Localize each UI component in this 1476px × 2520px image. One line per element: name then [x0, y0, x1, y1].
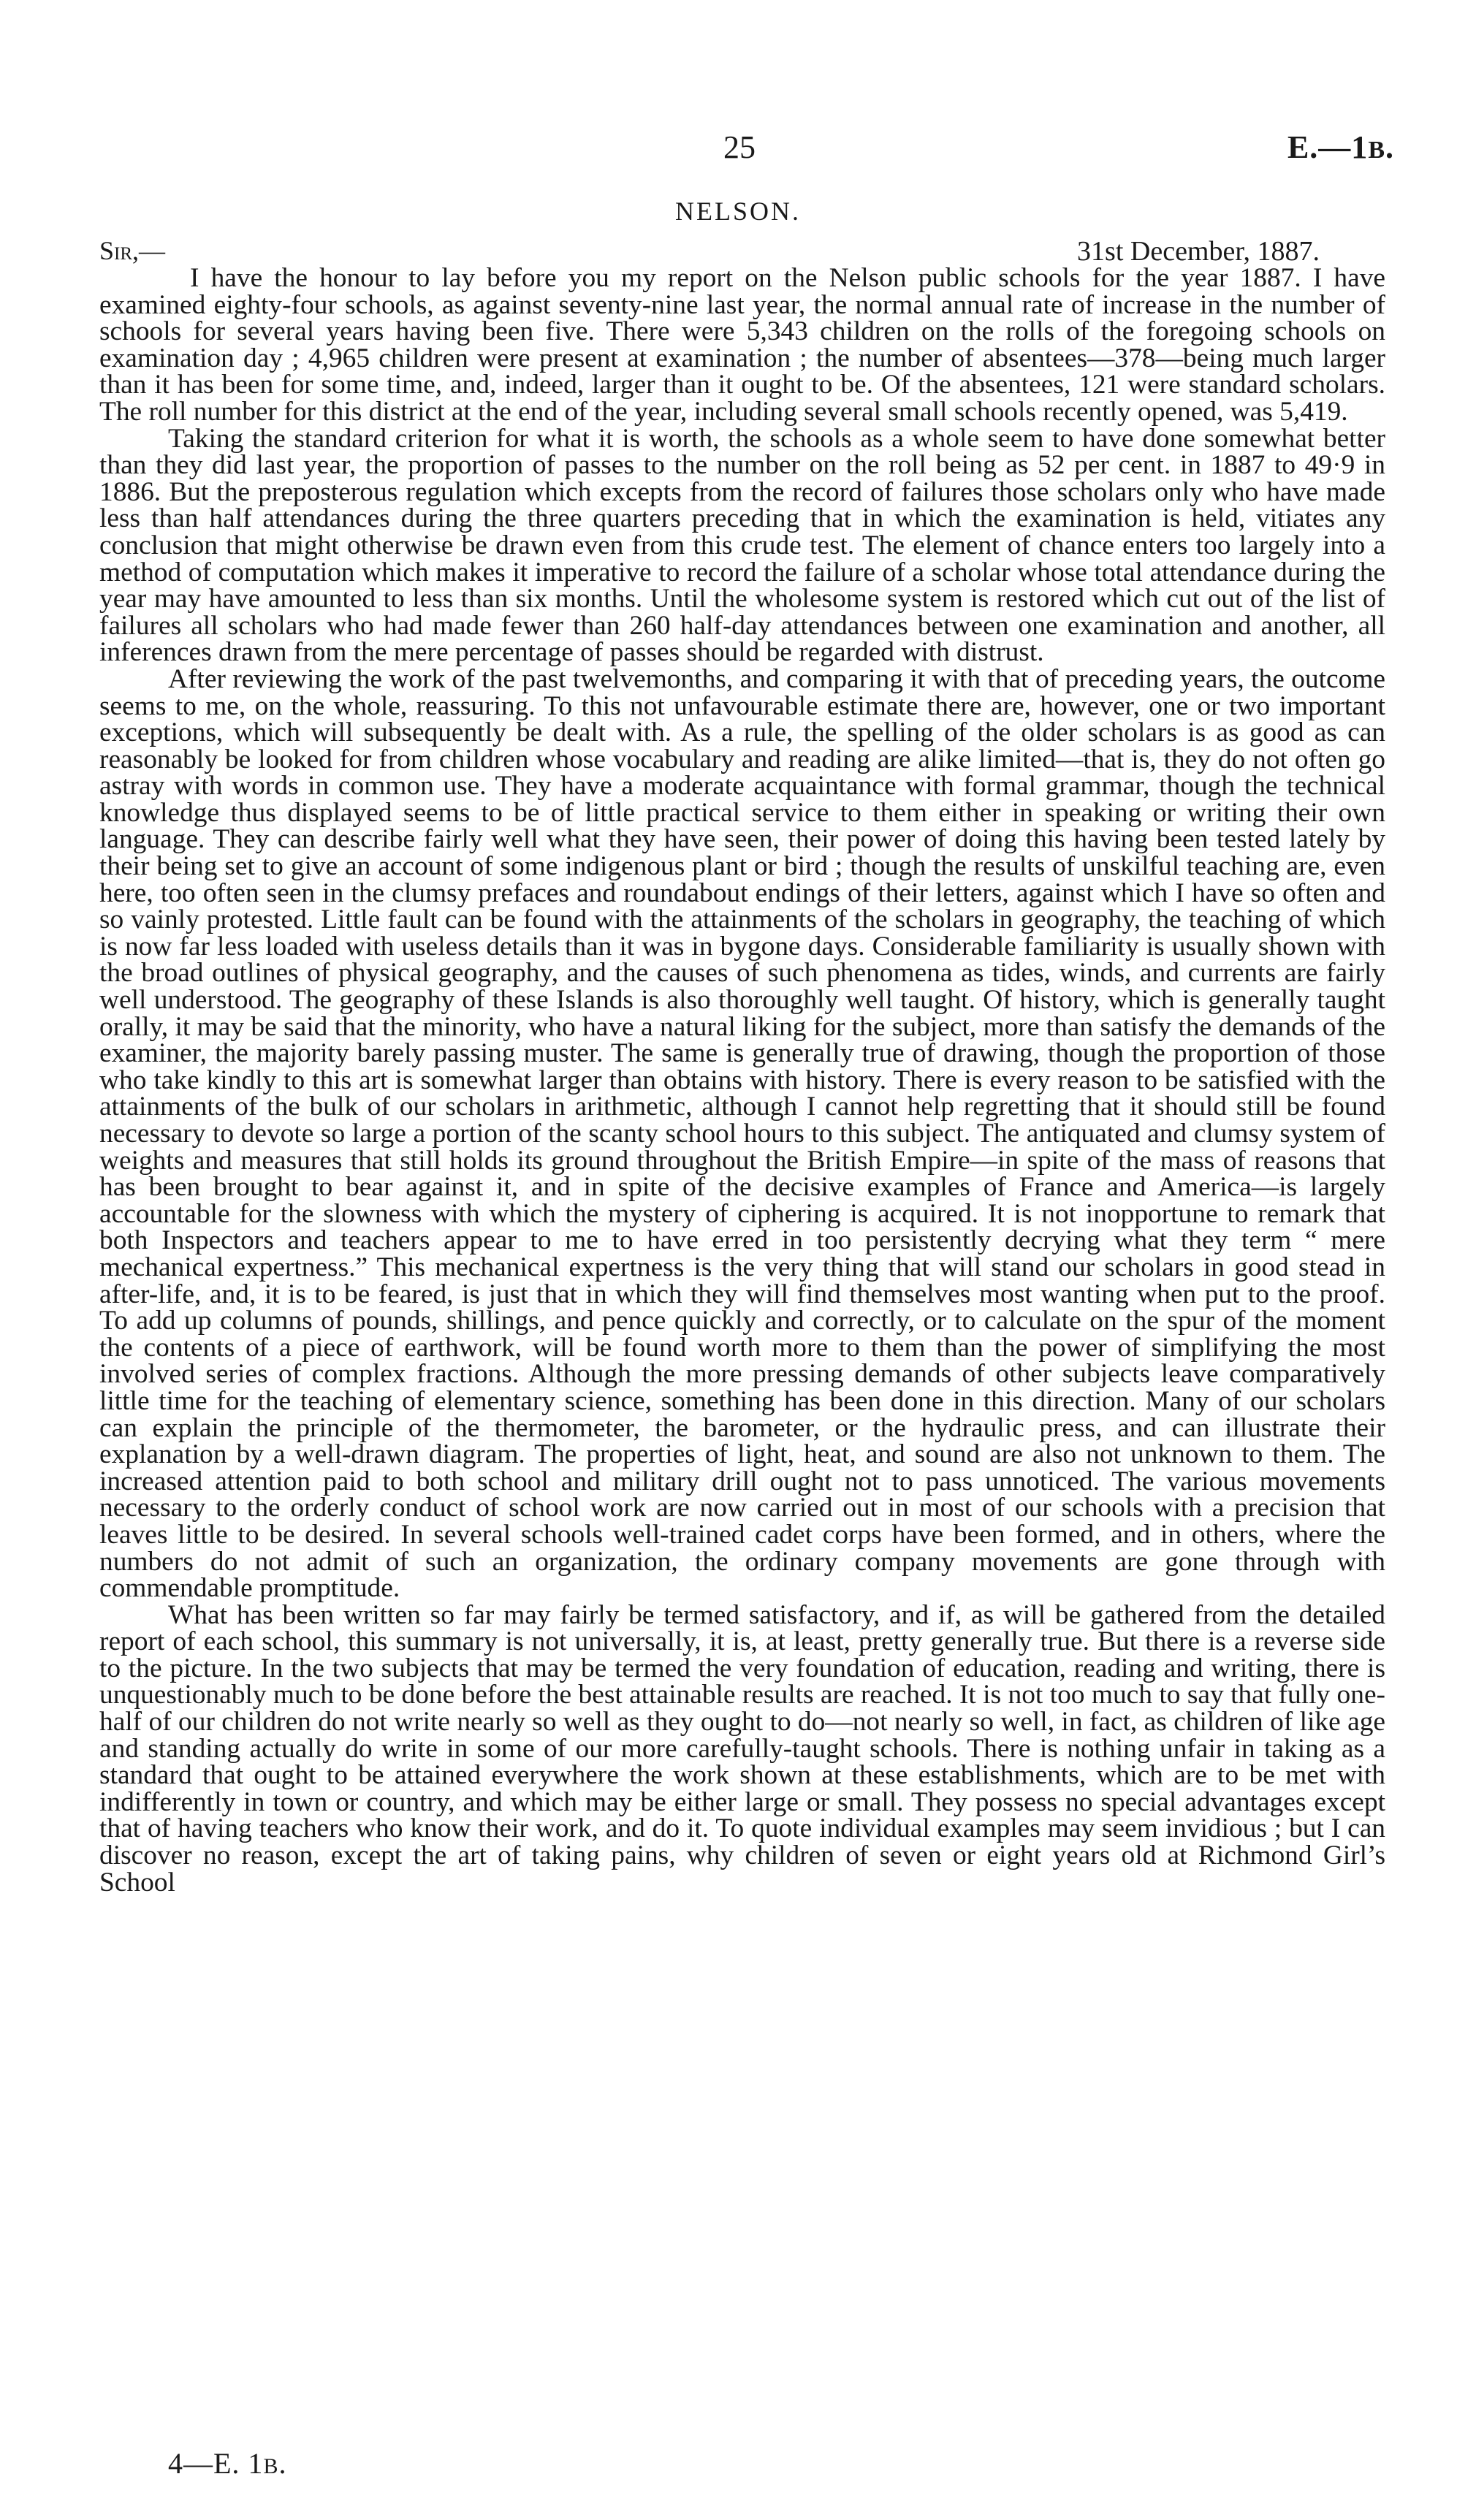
section-title: NELSON.	[675, 197, 801, 226]
footer-ref-dot: .	[278, 2447, 287, 2480]
page-reference-suffix: B	[1368, 137, 1385, 164]
page-reference-dot: .	[1385, 129, 1394, 165]
salutation: Sir,—	[99, 236, 166, 265]
page-header	[0, 129, 1476, 172]
page-reference-main: E.—1	[1287, 129, 1369, 165]
letter-date: 31st December, 1887.	[1077, 236, 1320, 267]
paragraph-4: What has been written so far may fairly be termed satisfactory, and if, as will be gathered from the detailed report of each school, this summary is not universally, it is, at least, pretty generally true. But there is a reverse side to the picture. In the two subjects that may be termed the very foundation of education, reading and writing, there is unquestionably much to be done before the best attainable results are reached. It is not too much to say that fully one-half of our children do not write nearly so well as they ought to do—not nearly so well, in fact, as children of like age and standing actually do write in some of our more carefully-taught schools. There is nothing unfair in taking as a standard that ought to be attained everywhere the work shown at these establishments, which are to be met with indifferently in town or country, and which may be either large or small. They possess no special advantages except that of having teachers who know their work, and do it. To quote individual examples may seem invidious ; but I can discover no reason, except the art of taking pains, why children of seven or eight years old at Richmond Girl’s School	[99, 1599, 1385, 1897]
footer-ref-main: 4—E. 1	[168, 2447, 264, 2480]
paragraph-2: Taking the standard criterion for what it is worth, the schools as a whole seem to have done somewhat better than they did last year, the proportion of passes to the number on the roll being as 52 per cent. in 1887 to 49·9 in 1886. But the preposterous regulation which excepts from the record of failures those scholars only who have made less than half attendances during the three quarters preceding that in which the examination is held, vitiates any conclusion that might otherwise be drawn even from this crude test. The element of chance enters too largely into a method of computation which makes it imperative to record the failure of a scholar whose total attendance during the year may have amounted to less than six months. Until the wholesome system is restored which cut out of the list of failures all scholars who had made fewer than 260 half-day attendances between one examination and another, all inferences drawn from the mere percentage of passes should be regarded with distrust.	[99, 423, 1385, 668]
footer-ref-suffix: B	[263, 2454, 279, 2478]
paragraph-3: After reviewing the work of the past twelvemonths, and comparing it with that of preceding years, the outcome seems to me, on the whole, reassuring. To this not unfavourable estimate there are, however, one or two important exceptions, which will subsequently be dealt with. As a rule, the spelling of the older scholars is as good as can reasonably be looked for from children whose vocabulary and reading are alike limited—that is, they do not often go astray with words in common use. They have a moderate acquaintance with formal grammar, though the technical knowledge thus displayed seems to be of little practical service to them either in speaking or writing their own language. They can describe fairly well what they have seen, their power of doing this having been tested lately by their being set to give an account of some indigenous plant or bird ; though the results of unskilful teaching are, even here, too often seen in the clumsy prefaces and roundabout endings of their letters, against which I have so often and so vainly protested. Little fault can be found with the attainments of the scholars in geography, the teaching of which is now far less loaded with useless details than it was in bygone days. Considerable familiarity is usually shown with the broad outlines of physical geography, and the causes of such phenomena as tides, winds, and currents are fairly well understood. The geography of these Islands is also thoroughly well taught. Of history, which is generally taught orally, it may be said that the minority, who have a natural liking for the subject, more than satisfy the demands of the examiner, the majority barely passing muster. The same is generally true of drawing, though the proportion of those who take kindly to this art is somewhat larger than obtains with history. There is every reason to be satisfied with the attainments of the bulk of our scholars in arithmetic, although I cannot help regretting that it should still be found necessary to devote so large a portion of the scanty school hours to this subject. The antiquated and clumsy system of weights and measures that still holds its ground throughout the British Empire—in spite of the mass of reasons that has been brought to bear against it, and in spite of the decisive examples of France and America—is largely accountable for the slowness with which the mystery of ciphering is acquired. It is not inopportune to remark that both Inspectors and teachers appear to me to have erred in too persistently decrying what they term “ mere mechanical expertness.” This mechanical expertness is the very thing that will stand our scholars in good stead in after-life, and, it is to be feared, is just that in which they will find themselves most wanting when put to the proof. To add up columns of pounds, shillings, and pence quickly and correctly, or to calculate on the spur of the moment the contents of a piece of earthwork, will be found worth more to them than the power of simplifying the most involved series of complex fractions. Although the more pressing demands of other subjects leave comparatively little time for the teaching of elementary science, something has been done in this direction. Many of our scholars can explain the principle of the thermometer, the barometer, or the hydraulic press, and can illustrate their explanation by a well-drawn diagram. The properties of light, heat, and sound are also not unknown to them. The increased attention paid to both school and military drill ought not to pass unnoticed. The various movements necessary to the orderly conduct of school work are now carried out in most of our schools with a precision that leaves little to be desired. In several schools well-trained cadet corps have been formed, and in others, where the numbers do not admit of such an organization, the ordinary company movements are gone through with commendable promptitude.	[99, 663, 1385, 1604]
page-reference	[1287, 129, 1394, 166]
page-number: 25	[723, 129, 756, 165]
paragraph-1: I have the honour to lay before you my report on the Nelson public schools for the year 1887. I have examined eighty-four schools, as against seventy-nine last year, the normal annual rate of increase in the number of schools for several years having been five. There were 5,343 children on the rolls of the foregoing schools on examination day ; 4,965 children were present at examination ; the number of absentees—378—being much larger than it has been for some time, and, indeed, larger than it ought to be. Of the absentees, 121 were standard scholars. The roll number for this district at the end of the year, including several small schools recently opened, was 5,419.	[99, 263, 1385, 427]
report-body	[99, 265, 1385, 1896]
footer-signature-mark	[168, 2446, 286, 2481]
